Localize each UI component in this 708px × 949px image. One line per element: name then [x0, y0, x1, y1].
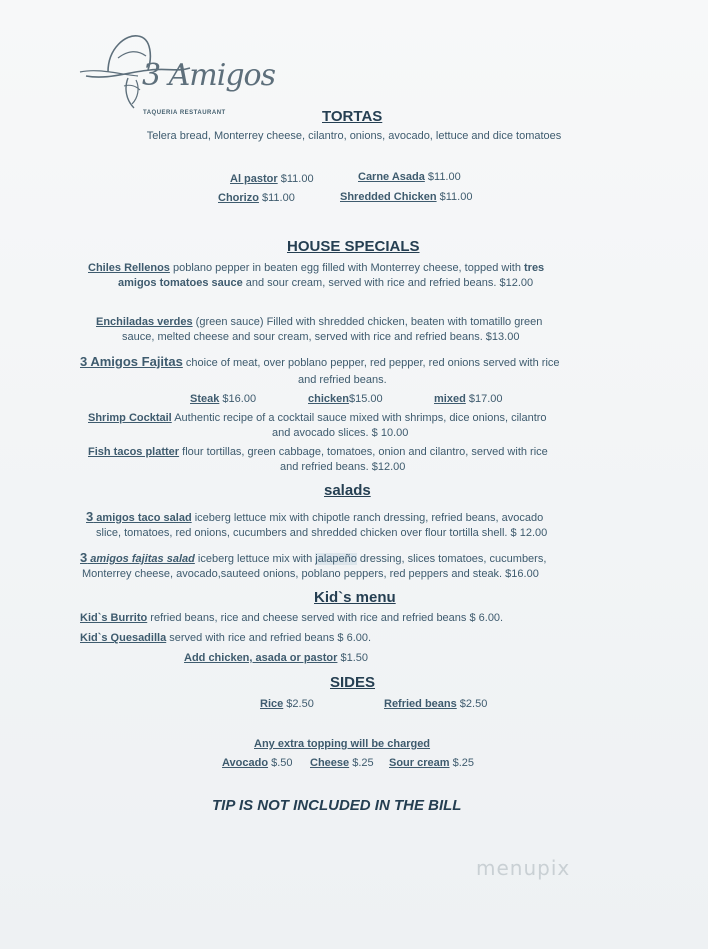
- extra-item: Avocado $.50: [222, 757, 293, 769]
- menu-item-fajitas: 3 Amigos Fajitas choice of meat, over poblano pepper, red pepper, red onions served with rice: [80, 354, 560, 369]
- menu-item-taco-salad: 3 amigos taco salad iceberg lettuce mix with chipotle ranch dressing, refried beans, avocado: [86, 509, 544, 524]
- menu-item-fajitas-salad: 3 amigos fajitas salad iceberg lettuce mix with jalapeño dressing, slices tomatoes, cucumbers,: [80, 550, 547, 565]
- menu-item-line: amigos tomatoes sauce and sour cream, served with rice and refried beans. $12.00: [118, 277, 534, 289]
- menu-item-line: sauce, melted cheese and sour cream, served with rice and refried beans. $13.00: [122, 331, 520, 343]
- tortas-description: Telera bread, Monterrey cheese, cilantro, onions, avocado, lettuce and dice tomatoes: [146, 130, 562, 142]
- torta-item: Al pastor $11.00: [230, 173, 314, 185]
- extra-topping-note: Any extra topping will be charged: [254, 738, 431, 750]
- menu-item-line: and avocado slices. $ 10.00: [272, 427, 409, 439]
- torta-item: Chorizo $11.00: [218, 192, 295, 204]
- sides-heading: SIDES: [330, 674, 376, 691]
- torta-item: Shredded Chicken $11.00: [340, 191, 473, 203]
- salads-heading: salads: [324, 482, 371, 499]
- menu-item-fish-tacos: Fish tacos platter flour tortillas, green cabbage, tomatoes, onion and cilantro, served with rice: [88, 446, 548, 458]
- menu-item-line: slice, tomatoes, red onions, cucumbers and shredded chicken over flour tortilla shell. $ 12.00: [96, 527, 548, 539]
- kids-add-on: Add chicken, asada or pastor $1.50: [184, 652, 369, 664]
- kids-menu-heading: Kid`s menu: [314, 589, 396, 606]
- side-item: Refried beans $2.50: [384, 698, 488, 710]
- menu-item-enchiladas: Enchiladas verdes (green sauce) Filled with shredded chicken, beaten with tomatillo green: [96, 316, 543, 328]
- menu-item-line: and refried beans.: [298, 374, 387, 386]
- fajita-option: chicken$15.00: [308, 393, 383, 405]
- watermark: menupix: [476, 856, 571, 880]
- extra-item: Cheese $.25: [310, 757, 374, 769]
- menu-item-chiles-rellenos: Chiles Rellenos poblano pepper in beaten egg filled with Monterrey cheese, topped with tres: [88, 262, 545, 274]
- logo-subtitle: TAQUERIA RESTAURANT: [143, 110, 226, 116]
- fajita-option: Steak $16.00: [190, 393, 257, 405]
- tortas-heading: TORTAS: [322, 108, 383, 125]
- fajita-option: mixed $17.00: [434, 393, 503, 405]
- menu-item-kids-quesadilla: Kid`s Quesadilla served with rice and refried beans $ 6.00.: [80, 632, 372, 644]
- menu-item-kids-burrito: Kid`s Burrito refried beans, rice and cheese served with rice and refried beans $ 6.00.: [80, 612, 504, 624]
- menu-item-line: Monterrey cheese, avocado,sauteed onions, poblano peppers, red peppers and steak. $16.00: [82, 568, 539, 580]
- side-item: Rice $2.50: [260, 698, 314, 710]
- house-specials-heading: HOUSE SPECIALS: [287, 238, 420, 255]
- logo-wordmark: 3 Amigos: [142, 58, 275, 93]
- menu-item-shrimp-cocktail: Shrimp Cocktail Authentic recipe of a cocktail sauce mixed with shrimps, dice onions, cilantro: [88, 412, 547, 424]
- tip-notice: TIP IS NOT INCLUDED IN THE BILL: [212, 797, 462, 814]
- torta-item: Carne Asada $11.00: [358, 171, 461, 183]
- extra-item: Sour cream $.25: [389, 757, 474, 769]
- menu-item-line: and refried beans. $12.00: [280, 461, 406, 473]
